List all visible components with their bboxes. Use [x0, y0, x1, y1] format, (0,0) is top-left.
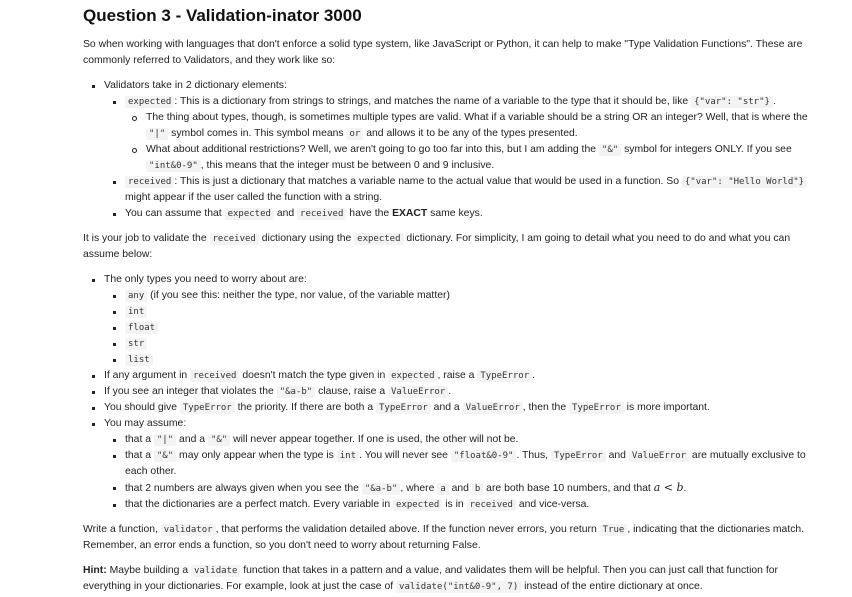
inline-code: "&a-b"	[277, 386, 316, 398]
inline-code: ValueError	[629, 450, 689, 462]
list-item-received: received : This is just a dictionary that matches a variable name to the actual value that would be used in a function. So {"var": "Hello World"} might appear if the user called the function with a string.	[104, 174, 822, 206]
type-item	[104, 336, 822, 352]
inline-code: expected	[393, 499, 442, 511]
inline-code: TypeError	[180, 402, 235, 414]
inline-code: list	[125, 354, 153, 366]
inline-code: TypeError	[569, 402, 624, 414]
inline-code: TypeError	[551, 450, 606, 462]
inline-code: received	[467, 499, 516, 511]
inline-code: ValueError	[463, 402, 523, 414]
inline-code: str	[125, 338, 147, 350]
inline-code: received	[125, 176, 174, 188]
type-item	[104, 352, 822, 368]
write-paragraph: Write a function, validator , that performs the validation detailed above. If the function never errors, you return True , indicating that the dictionaries match. Remember, an error ends a function, so you don't need to worry about returning False.	[83, 524, 805, 551]
assume-list	[104, 432, 822, 513]
list-item-expected: expected : This is a dictionary from strings to strings, and matches the name of a variable to the type that it should be, like {"var": "str"} . The thing about types, though, is sometimes multiple types are valid. What if a variable should be a string OR an integer? Well, that is where the "|" symbol comes in. This symbol means or and allows it to be any of the types presented. What about additional restrictions? Well, we aren't going to go too far into this, but I am adding the "&" symbol for integers ONLY. If you see "int&0-9" , this means that the integer must be between 0 and 9 inclusive.	[104, 94, 822, 174]
validators-list	[83, 78, 822, 222]
validator-elements-list	[104, 94, 822, 222]
inline-code: expected	[225, 208, 274, 220]
list-item-priority: You should give TypeError the priority. If there are both a TypeError and a ValueError , then the TypeError is more important.	[83, 400, 822, 416]
inline-code: "float&0-9"	[451, 450, 517, 462]
inline-code: b	[472, 483, 483, 495]
list-item-types: The only types you need to worry about are: any (if you see this: neither the type, nor value, of the variable matter) int float str list	[83, 272, 822, 368]
inline-code: {"var": "str"}	[691, 96, 773, 108]
inline-code: "&a-b"	[362, 483, 401, 495]
assume-item: that 2 numbers are always given when you see the "&a-b" , where a and b are both base 10 numbers, and that a < b.	[104, 480, 822, 497]
list-item-value-error: If you see an integer that violates the "&a-b" clause, raise a ValueError .	[83, 384, 822, 400]
inline-code: "&"	[208, 434, 230, 446]
types-list	[104, 288, 822, 368]
intro-paragraph: So when working with languages that don't enforce a solid type system, like JavaScript or Python, it can help to make "Type Validation Functions". These are commonly referred to Validators, and they work like so:	[83, 39, 803, 66]
inline-code: expected	[354, 233, 403, 245]
rules-list	[83, 272, 822, 513]
list-item-type-error: If any argument in received doesn't match the type given in expected , raise a TypeError .	[83, 368, 822, 384]
list-item-pipe: The thing about types, though, is sometimes multiple types are valid. What if a variable should be a string OR an integer? Well, that is where the "|" symbol comes in. This symbol means or and allows it to be any of the types presented.	[125, 110, 822, 142]
inline-code: received	[297, 208, 346, 220]
hint-label: Hint:	[83, 565, 107, 576]
type-item	[104, 304, 822, 320]
inline-code: received	[190, 370, 239, 382]
list-item-same-keys: You can assume that expected and received have the EXACT same keys.	[104, 206, 822, 222]
inline-code: any	[125, 290, 147, 302]
list-item: Validators take in 2 dictionary elements: expected : This is a dictionary from strings to strings, and matches the name of a variable to the type that it should be, like {"var": "str"} . The thing about types, though, is sometimes multiple types are valid. What if a variable should be a string OR an integer? Well, that is where the "|" symbol comes in. This symbol means or and allows it to be any of the types presented. What about additional restrictions? Well, we aren't going to go too far into this, but I am adding the "&" symbol for integers ONLY. If you see "int&0-9" , this means that the integer must be between 0 and 9 inclusive. received : This is just a dictionary that matches a variable name to the actual value that would be used in a function. So {"var": "Hello World"} might appear if the user called the function with a string. You can assume that expected and received have the EXACT same keys.	[83, 78, 822, 222]
inline-code: int	[125, 306, 147, 318]
inline-code: received	[210, 233, 259, 245]
inline-code: expected	[125, 96, 174, 108]
inline-code: a	[437, 483, 448, 495]
page-title: Question 3 - Validation-inator 3000	[83, 6, 362, 25]
assume-item: that a "|" and a "&" will never appear together. If one is used, the other will not be.	[104, 432, 822, 448]
inline-code: "&"	[154, 450, 176, 462]
inline-code: "|"	[146, 128, 168, 140]
assume-item: that the dictionaries are a perfect match. Every variable in expected is in received and vice-versa.	[104, 497, 822, 513]
inline-code: TypeError	[376, 402, 431, 414]
inline-code: validator	[161, 524, 216, 536]
inline-code: "&"	[599, 144, 621, 156]
inline-code: "int&0-9"	[146, 160, 201, 172]
inline-code: int	[337, 450, 359, 462]
math-expression: a < b	[653, 481, 684, 494]
inline-code: True	[600, 524, 628, 536]
inline-code: {"var": "Hello World"}	[682, 176, 807, 188]
list-item-assume: You may assume: that a "|" and a "&" will never appear together. If one is used, the other will not be. that a "&" may only appear when the type is int . You will never see "float&0-9" . Thus, TypeError and ValueError are mutually exclusive to each other. that 2 numbers are always given when you see the "&a-b" , where a and b are both base 10 numbers, and that a < b. that the dictionaries are a perfect match. Every variable in expected is in received and vice-versa.	[83, 416, 822, 513]
type-item: any (if you see this: neither the type, nor value, of the variable matter)	[104, 288, 822, 304]
job-paragraph: It is your job to validate the received dictionary using the expected dictionary. For simplicity, I am going to detail what you need to do and what you can assume below:	[83, 233, 791, 260]
inline-code: TypeError	[477, 370, 532, 382]
inline-code: float	[125, 322, 158, 334]
type-item	[104, 320, 822, 336]
inline-code: or	[347, 128, 364, 140]
expected-sublist	[125, 110, 822, 174]
inline-code: expected	[388, 370, 437, 382]
inline-code: "|"	[154, 434, 176, 446]
inline-code: validate("int&0-9", 7)	[396, 581, 521, 593]
assume-item: that a "&" may only appear when the type is int . You will never see "float&0-9" . Thus, TypeError and ValueError are mutually exclusive to each other.	[104, 448, 822, 480]
hint-paragraph: Hint: Maybe building a validate function that takes in a pattern and a value, and validates them will be helpful. Then you can just call that function for everything in your dictionaries. For example, look at just the case of validate("int&0-9", 7) instead of the entire dictionary at once.	[83, 565, 778, 592]
inline-code: validate	[191, 565, 240, 577]
inline-code: ValueError	[388, 386, 448, 398]
list-item-amp: What about additional restrictions? Well, we aren't going to go too far into this, but I am adding the "&" symbol for integers ONLY. If you see "int&0-9" , this means that the integer must be between 0 and 9 inclusive.	[125, 142, 822, 174]
